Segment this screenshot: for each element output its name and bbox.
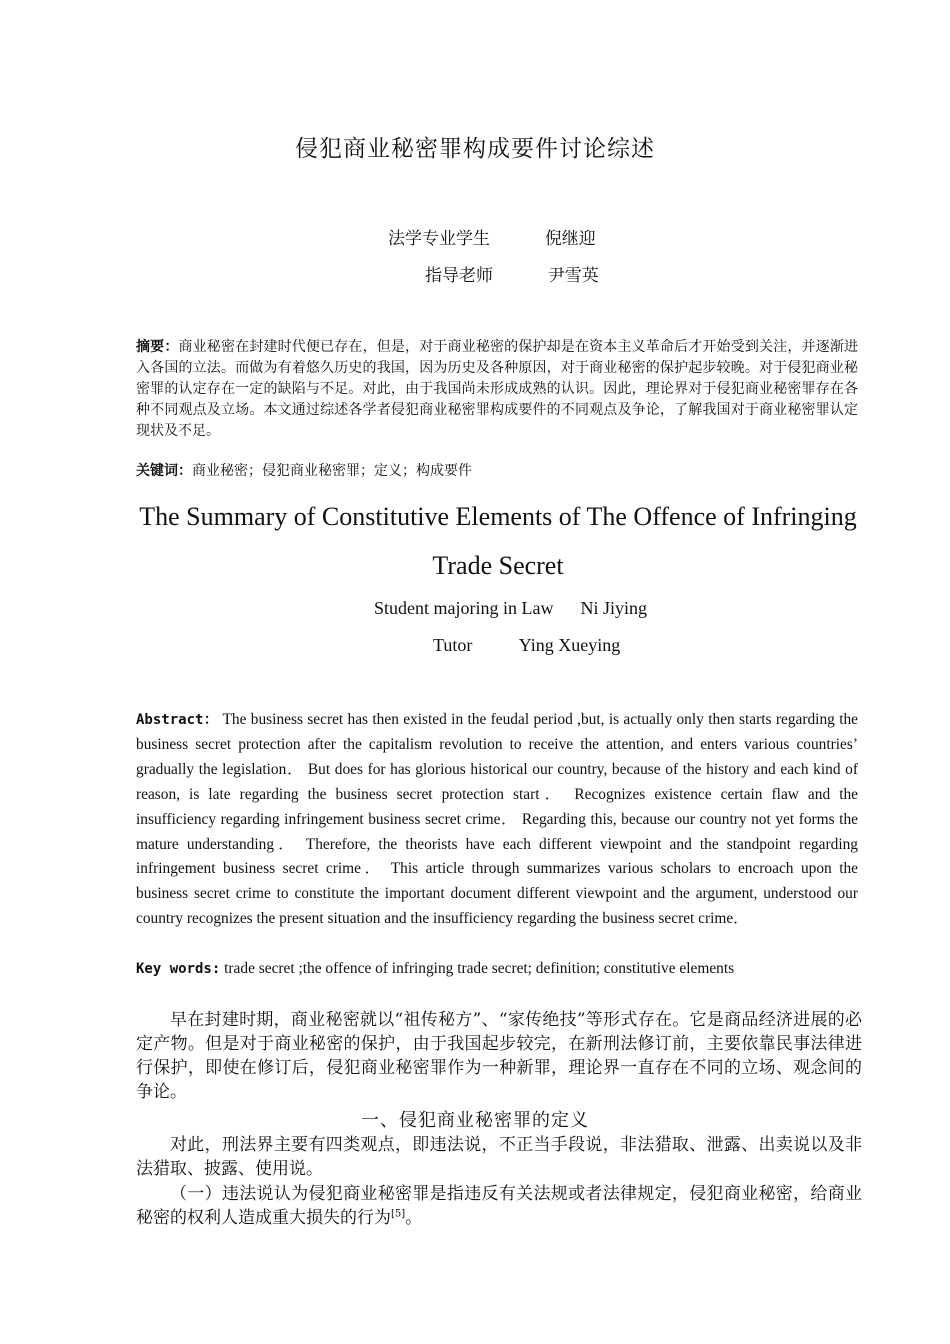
tutor-line-cn [425, 261, 599, 286]
keywords-label-cn: 关键词： [136, 463, 192, 479]
tutor-name-en: Ying Xueying [518, 635, 621, 655]
body-paragraph-1: 早在封建时期，商业秘密就以“祖传秘方”、“家传绝技”等形式存在。它是商品经济进展的必定产物。但是对于商业秘密的保护，由于我国起步较完，在新刑法修订前，主要依靠民事法律进行保护，即使在修订后，侵犯商业秘密罪作为一种新罪，理论界一直存在不同的立场、观念间的争论。 [136, 1010, 862, 1102]
abstract-text-cn: 商业秘密在封建时代便已存在，但是，对于商业秘密的保护却是在资本主义革命后才开始受到关注，并逐渐进入各国的立法。而做为有着悠久历史的我国，因为历史及各种原因，对于商业秘密的保护起步较晚。对于侵犯商业秘密罪的认定存在一定的缺陷与不足。对此，由于我国尚未形成成熟的认识。因此，理论界对于侵犯商业秘密罪存在各种不同观点及立场。本文通过综述各学者侵犯商业秘密罪构成要件的不同观点及争论，了解我国对于商业秘密罪认定现状及不足。 [136, 339, 859, 439]
abstract-en [136, 708, 858, 932]
citation-ref: [5] [391, 1208, 406, 1220]
abstract-text-en: The business secret has then existed in the feudal period ,but, is actually only then starts regarding the business secret protection after the capitalism revolution to receive the attention, and enters various countries’ gradually the legislation． But does for has glorious historical our country, because of the history and each kind of reason, is late regarding the business secret protection start． Recognizes existence certain flaw and the insufficiency regarding infringement business secret crime． Regarding this, because our country not yet forms the mature understanding． Therefore, the theorists have each different viewpoint and the standpoint regarding infringement business secret crime． This article through summarizes various scholars to encroach upon the business secret crime to constitute the important document different viewpoint and the argument, understood our country recognizes the present situation and the insufficiency regarding the business secret crime． [136, 711, 858, 928]
student-label-en: Student majoring in Law [374, 598, 554, 618]
keywords-cn [136, 461, 858, 482]
keywords-text-en: trade secret ;the offence of infringing trade secret; definition; constitutive elements [224, 960, 735, 977]
student-name-cn: 倪继迎 [544, 229, 596, 249]
keywords-label-en: Key words: [136, 961, 221, 977]
body-paragraph-2: 对此，刑法界主要有四类观点，即违法说，不正当手段说，非法猎取、泄露、出卖说以及非法猎取、披露、使用说。 [136, 1135, 862, 1179]
student-name-en: Ni Jiying [580, 598, 647, 618]
paper-title-cn: 侵犯商业秘密罪构成要件讨论综述 [295, 136, 655, 162]
abstract-label-cn: 摘要： [136, 339, 179, 355]
tutor-line-en [433, 635, 620, 656]
student-line-en [374, 598, 647, 619]
keywords-text-cn: 商业秘密；侵犯商业秘密罪；定义；构成要件 [192, 463, 472, 479]
abstract-label-en: Abstract： [136, 712, 219, 728]
paper-title-en: The Summary of Constitutive Elements of The Offence of Infringing Trade Secret [139, 502, 857, 580]
keywords-en [136, 957, 858, 982]
abstract-cn [136, 337, 858, 442]
tutor-label-cn: 指导老师 [425, 266, 493, 286]
body-paragraph-3-text: （一）违法说认为侵犯商业秘密罪是指违反有关法规或者法律规定，侵犯商业秘密，给商业秘密的权利人造成重大损失的行为 [136, 1184, 862, 1228]
tutor-label-en: Tutor [433, 635, 473, 655]
student-line-cn [388, 224, 596, 249]
section-heading-1: 一、侵犯商业秘密罪的定义 [361, 1110, 589, 1131]
body-paragraph-3-end: 。 [405, 1208, 423, 1228]
student-label-cn: 法学专业学生 [388, 229, 490, 249]
body-paragraph-3 [136, 1182, 862, 1230]
tutor-name-cn: 尹雪英 [547, 266, 599, 286]
